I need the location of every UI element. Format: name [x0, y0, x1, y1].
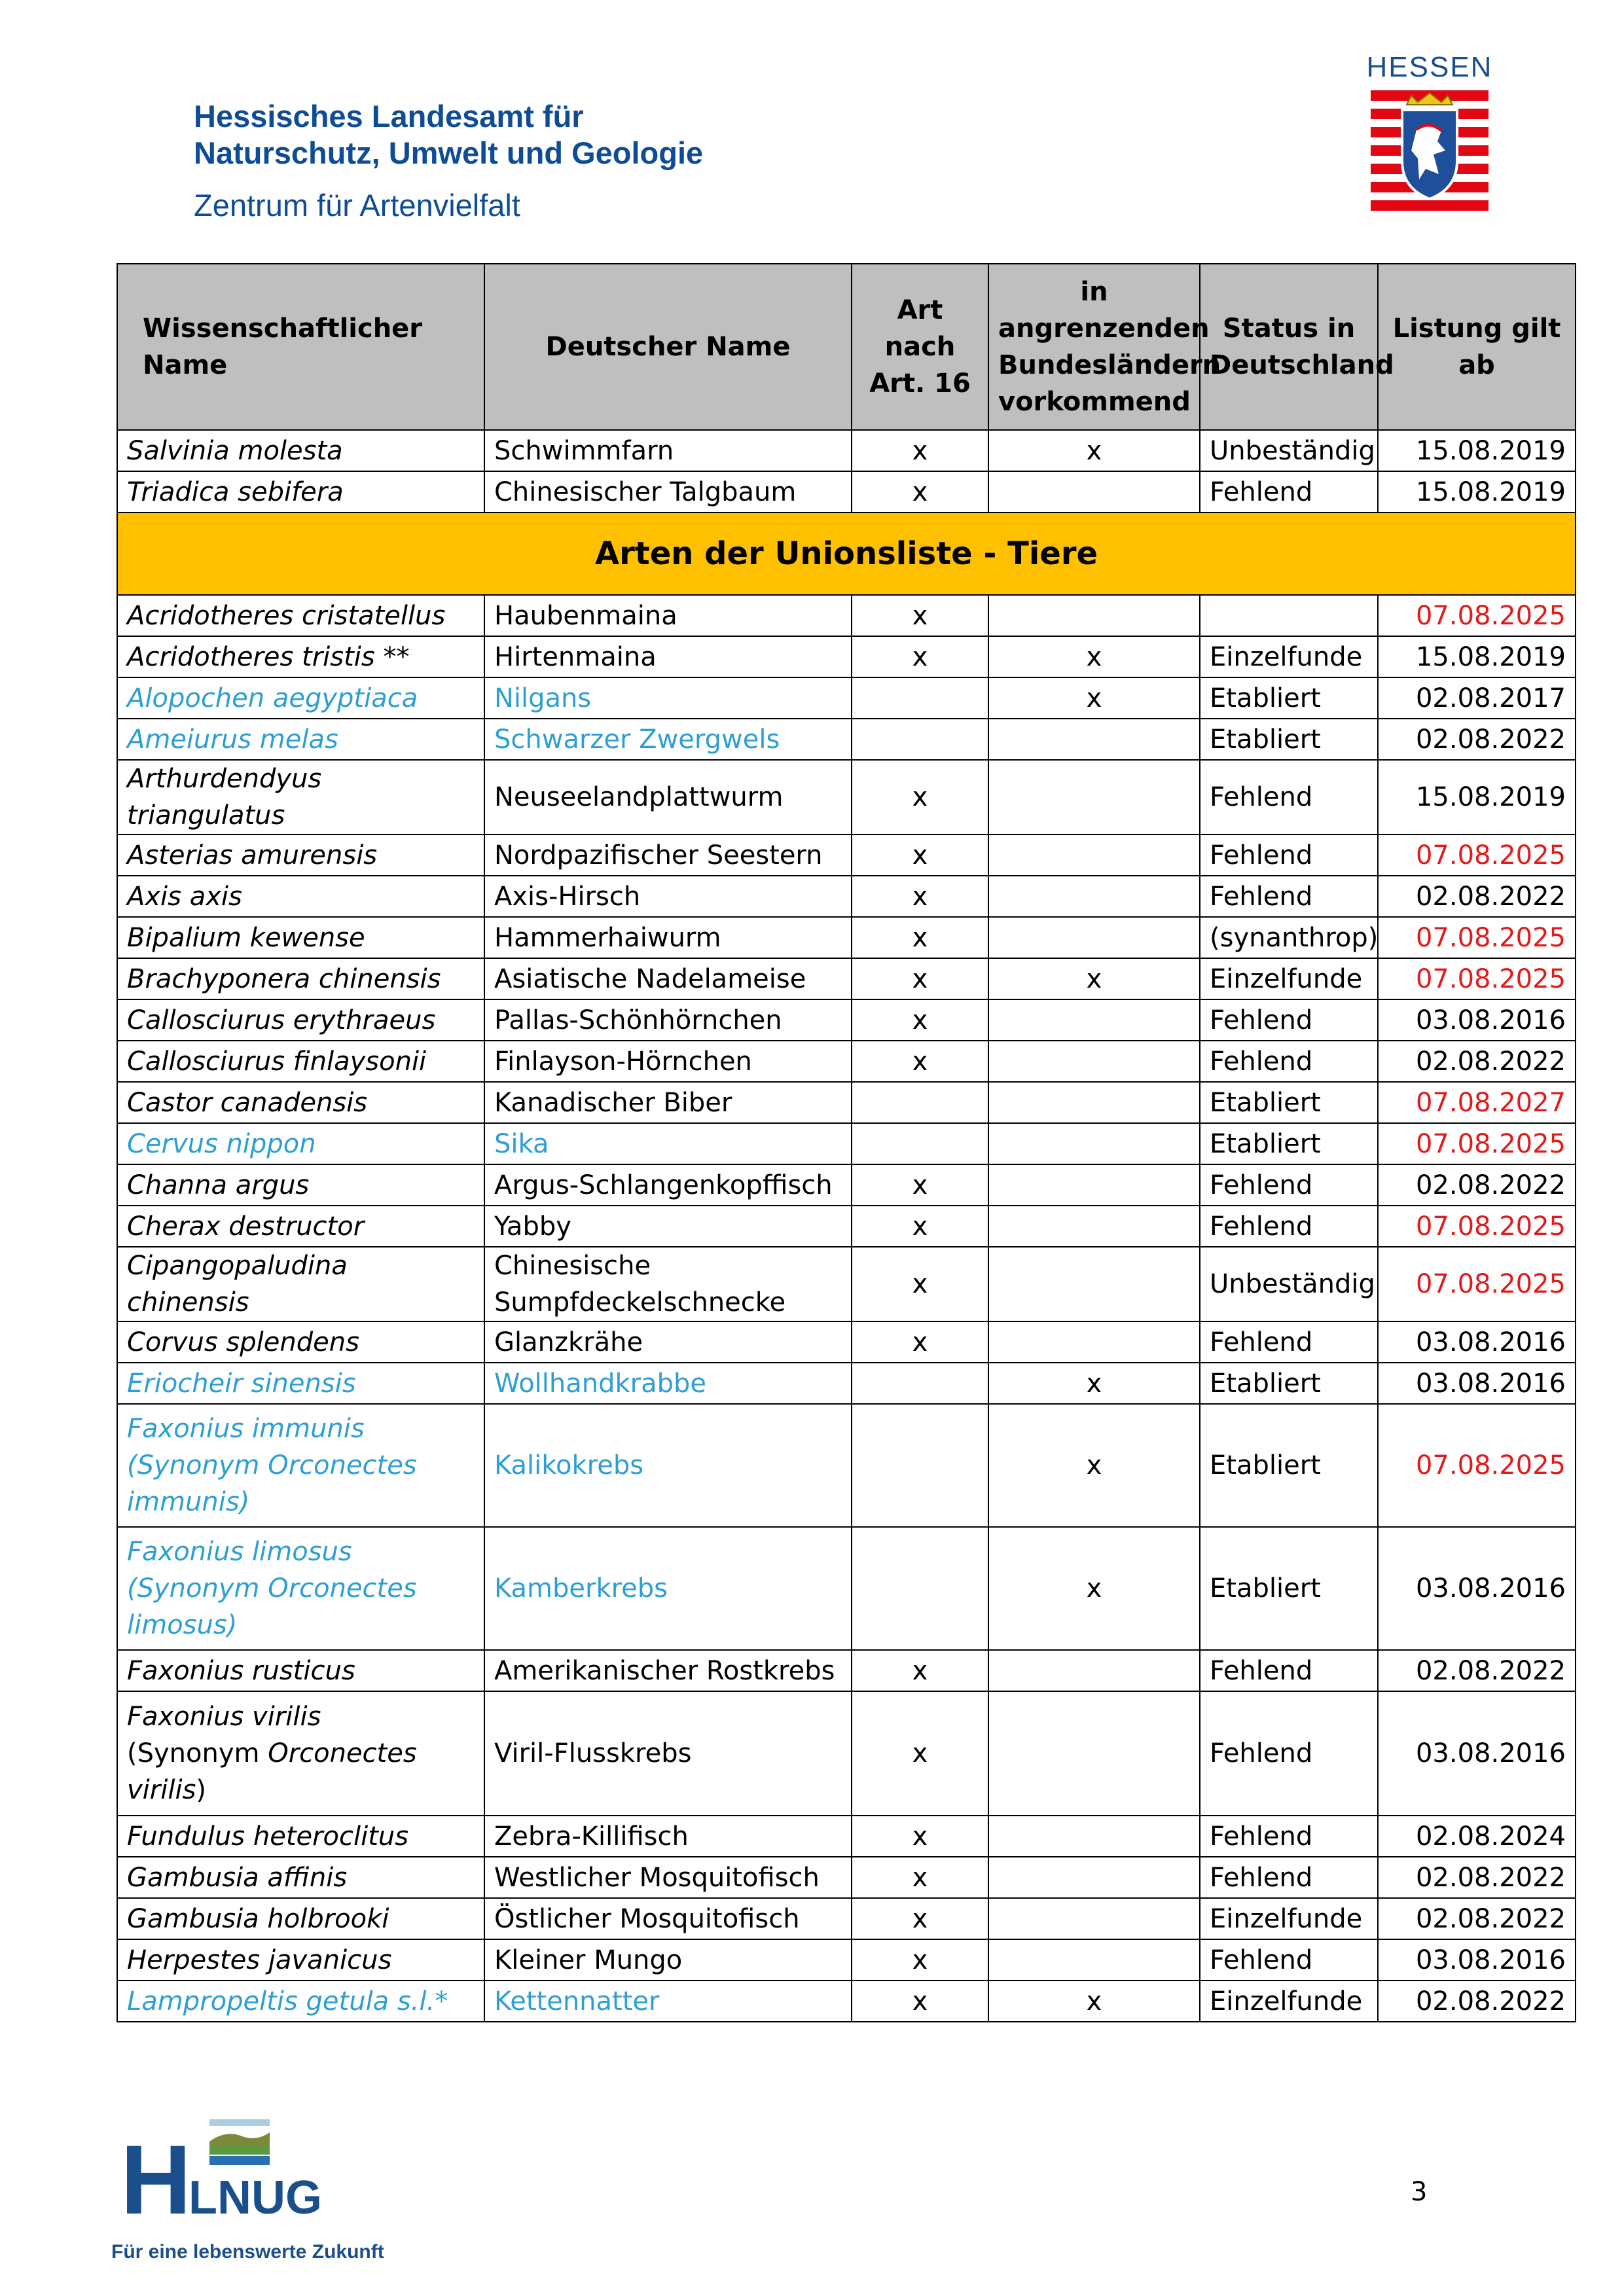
table-row [117, 595, 1576, 636]
cell-art16: x [852, 834, 988, 876]
cell-status: Fehlend [1200, 1816, 1378, 1857]
synonym-prefix: (Synonym [127, 1573, 268, 1604]
scientific-name: Salvinia molesta [127, 435, 343, 466]
cell-scientific-name [117, 1816, 484, 1857]
cell-german-name: Pallas-Schönhörnchen [484, 999, 852, 1041]
cell-scientific-name [117, 834, 484, 876]
table-row [117, 1527, 1576, 1650]
cell-german-name: Westlicher Mosquitofisch [484, 1857, 852, 1898]
cell-german-name: Nilgans [484, 677, 852, 719]
table-row [117, 834, 1576, 876]
cell-listing-date: 03.08.2016 [1378, 1363, 1576, 1404]
cell-neighbor-states [988, 1857, 1200, 1898]
cell-neighbor-states [988, 1321, 1200, 1363]
table-row [117, 471, 1576, 512]
hessen-crest [1364, 51, 1495, 215]
cell-german-name: Schwimmfarn [484, 430, 852, 471]
section-title: Arten der Unionsliste - Tiere [117, 512, 1576, 595]
table-row [117, 1041, 1576, 1082]
scientific-name: Callosciurus erythraeus [127, 1005, 436, 1035]
cell-german-name: Axis-Hirsch [484, 876, 852, 917]
cell-listing-date: 07.08.2025 [1378, 595, 1576, 636]
table-row [117, 760, 1576, 834]
cell-neighbor-states [988, 917, 1200, 958]
scientific-name: Castor canadensis [127, 1087, 368, 1118]
cell-german-name: Viril-Flusskrebs [484, 1691, 852, 1816]
cell-status: Etabliert [1200, 1404, 1378, 1527]
synonym-prefix: (Synonym [127, 1450, 268, 1480]
table-row [117, 1247, 1576, 1321]
cell-listing-date: 02.08.2022 [1378, 876, 1576, 917]
table-row [117, 1650, 1576, 1691]
cell-neighbor-states [988, 595, 1200, 636]
cell-scientific-name [117, 1939, 484, 1981]
cell-status: Fehlend [1200, 834, 1378, 876]
cell-german-name: Chinesische Sumpfdeckelschnecke [484, 1247, 852, 1321]
cell-scientific-name [117, 876, 484, 917]
table-row [117, 876, 1576, 917]
cell-art16: x [852, 876, 988, 917]
cell-art16: x [852, 636, 988, 677]
table-row [117, 1404, 1576, 1527]
cell-neighbor-states: x [988, 958, 1200, 999]
cell-german-name: Kettennatter [484, 1981, 852, 2022]
cell-scientific-name [117, 1650, 484, 1691]
cell-art16: x [852, 760, 988, 834]
scientific-name: Herpestes javanicus [127, 1945, 392, 1975]
cell-status: Fehlend [1200, 1321, 1378, 1363]
cell-art16: x [852, 595, 988, 636]
org-header [194, 98, 703, 224]
cell-scientific-name [117, 471, 484, 512]
cell-scientific-name [117, 595, 484, 636]
cell-neighbor-states [988, 1164, 1200, 1206]
col-header-status: Status in Deutschland [1200, 264, 1378, 430]
cell-art16: x [852, 1691, 988, 1816]
cell-listing-date: 02.08.2022 [1378, 1164, 1576, 1206]
cell-german-name: Hammerhaiwurm [484, 917, 852, 958]
cell-art16: x [852, 1898, 988, 1939]
scientific-name: Eriocheir sinensis [127, 1368, 356, 1399]
cell-art16: x [852, 1981, 988, 2022]
cell-german-name: Asiatische Nadelameise [484, 958, 852, 999]
cell-status: Fehlend [1200, 1691, 1378, 1816]
col-header-scientific-name: Wissenschaftlicher Name [117, 264, 484, 430]
footer-tagline: Für eine lebenswerte Zukunft [111, 2241, 384, 2263]
cell-status: Fehlend [1200, 1857, 1378, 1898]
cell-listing-date: 15.08.2019 [1378, 636, 1576, 677]
table-header-row [117, 264, 1576, 430]
cell-listing-date: 15.08.2019 [1378, 471, 1576, 512]
cell-neighbor-states: x [988, 1404, 1200, 1527]
cell-neighbor-states: x [988, 636, 1200, 677]
cell-german-name: Amerikanischer Rostkrebs [484, 1650, 852, 1691]
cell-art16 [852, 719, 988, 760]
synonym-suffix: ) [196, 1775, 207, 1805]
scientific-name-footnote: * [435, 1986, 448, 2017]
cell-neighbor-states [988, 1939, 1200, 1981]
scientific-name: Faxonius immunis [127, 1414, 365, 1444]
cell-neighbor-states [988, 1691, 1200, 1816]
cell-scientific-name [117, 1981, 484, 2022]
cell-german-name: Zebra-Killifisch [484, 1816, 852, 1857]
cell-art16: x [852, 1939, 988, 1981]
cell-art16: x [852, 999, 988, 1041]
cell-listing-date: 03.08.2016 [1378, 1527, 1576, 1650]
table-row [117, 677, 1576, 719]
cell-scientific-name [117, 1041, 484, 1082]
cell-status: Etabliert [1200, 1363, 1378, 1404]
cell-listing-date: 02.08.2017 [1378, 677, 1576, 719]
hlnug-logo [111, 2115, 384, 2272]
cell-scientific-name [117, 719, 484, 760]
cell-art16: x [852, 1816, 988, 1857]
cell-listing-date: 02.08.2022 [1378, 1041, 1576, 1082]
scientific-name: Triadica sebifera [127, 476, 344, 507]
cell-listing-date: 15.08.2019 [1378, 430, 1576, 471]
table-row [117, 1321, 1576, 1363]
table-row [117, 636, 1576, 677]
scientific-name: Callosciurus finlaysonii [127, 1046, 427, 1077]
cell-neighbor-states [988, 1123, 1200, 1164]
table-row [117, 1857, 1576, 1898]
cell-neighbor-states [988, 760, 1200, 834]
cell-german-name: Yabby [484, 1206, 852, 1247]
cell-scientific-name [117, 760, 484, 834]
cell-listing-date: 03.08.2016 [1378, 1321, 1576, 1363]
scientific-name: Acridotheres cristatellus [127, 600, 446, 631]
synonym-suffix: ) [239, 1487, 250, 1517]
cell-neighbor-states: x [988, 1981, 1200, 2022]
cell-art16 [852, 1363, 988, 1404]
cell-listing-date: 07.08.2025 [1378, 1123, 1576, 1164]
scientific-name: Gambusia holbrooki [127, 1903, 389, 1934]
cell-german-name: Chinesischer Talgbaum [484, 471, 852, 512]
cell-listing-date: 07.08.2025 [1378, 1404, 1576, 1527]
cell-neighbor-states [988, 1898, 1200, 1939]
cell-art16: x [852, 430, 988, 471]
cell-status: Unbeständig [1200, 1247, 1378, 1321]
cell-neighbor-states [988, 1816, 1200, 1857]
scientific-name: Arthurdendyus triangulatus [127, 764, 322, 831]
cell-scientific-name [117, 1321, 484, 1363]
scientific-name: Alopochen aegyptiaca [127, 683, 418, 713]
cell-status [1200, 595, 1378, 636]
cell-art16: x [852, 958, 988, 999]
cell-status: Einzelfunde [1200, 1981, 1378, 2022]
section-row [117, 512, 1576, 595]
synonym-suffix: ) [226, 1610, 238, 1640]
page-number: 3 [1411, 2177, 1428, 2207]
svg-text:H: H [120, 2125, 192, 2234]
cell-art16: x [852, 1857, 988, 1898]
cell-status: Etabliert [1200, 677, 1378, 719]
cell-scientific-name [117, 677, 484, 719]
scientific-name: Fundulus heteroclitus [127, 1821, 409, 1852]
cell-status: Etabliert [1200, 1082, 1378, 1123]
cell-listing-date: 07.08.2025 [1378, 958, 1576, 999]
cell-listing-date: 02.08.2022 [1378, 719, 1576, 760]
cell-scientific-name [117, 430, 484, 471]
cell-listing-date: 07.08.2025 [1378, 917, 1576, 958]
cell-german-name: Sika [484, 1123, 852, 1164]
scientific-name: Faxonius rusticus [127, 1655, 355, 1686]
table-row [117, 917, 1576, 958]
cell-scientific-name [117, 1363, 484, 1404]
cell-status: Einzelfunde [1200, 1898, 1378, 1939]
table-row [117, 1164, 1576, 1206]
cell-listing-date: 07.08.2027 [1378, 1082, 1576, 1123]
cell-neighbor-states [988, 1041, 1200, 1082]
scientific-name: Acridotheres tristis [127, 641, 375, 672]
cell-art16: x [852, 917, 988, 958]
cell-art16 [852, 677, 988, 719]
col-header-german-name: Deutscher Name [484, 264, 852, 430]
synonym-name: Orconectes limosus [127, 1573, 417, 1640]
cell-listing-date: 02.08.2022 [1378, 1857, 1576, 1898]
scientific-name: Brachyponera chinensis [127, 963, 441, 994]
cell-art16: x [852, 1650, 988, 1691]
hessen-lion-icon [1371, 90, 1489, 215]
cell-status: Einzelfunde [1200, 958, 1378, 999]
cell-status: Fehlend [1200, 1206, 1378, 1247]
table-row [117, 1206, 1576, 1247]
cell-listing-date: 03.08.2016 [1378, 999, 1576, 1041]
cell-german-name: Argus-Schlangenkopffisch [484, 1164, 852, 1206]
hlnug-logo-mark-icon [111, 2115, 321, 2240]
cell-german-name: Nordpazifischer Seestern [484, 834, 852, 876]
scientific-name: Cherax destructor [127, 1211, 365, 1242]
cell-art16: x [852, 1247, 988, 1321]
cell-scientific-name [117, 636, 484, 677]
cell-neighbor-states: x [988, 430, 1200, 471]
cell-status: Fehlend [1200, 760, 1378, 834]
col-header-neighbor-states: in angrenzenden Bundesländern vorkommend [988, 264, 1200, 430]
cell-scientific-name [117, 1404, 484, 1527]
cell-status: Fehlend [1200, 1041, 1378, 1082]
table-row [117, 1898, 1576, 1939]
cell-german-name: Glanzkrähe [484, 1321, 852, 1363]
org-name-line1: Hessisches Landesamt für [194, 99, 584, 134]
cell-art16: x [852, 1206, 988, 1247]
cell-neighbor-states [988, 999, 1200, 1041]
svg-text:LNUG: LNUG [189, 2172, 321, 2224]
cell-scientific-name [117, 1247, 484, 1321]
cell-german-name: Kleiner Mungo [484, 1939, 852, 1981]
cell-status: Fehlend [1200, 1164, 1378, 1206]
scientific-name: Axis axis [127, 881, 242, 912]
scientific-name: Cervus nippon [127, 1128, 316, 1159]
table-row [117, 719, 1576, 760]
cell-neighbor-states [988, 471, 1200, 512]
cell-status: Fehlend [1200, 471, 1378, 512]
cell-neighbor-states [988, 876, 1200, 917]
cell-art16: x [852, 1164, 988, 1206]
cell-german-name: Kalikokrebs [484, 1404, 852, 1527]
cell-status: Etabliert [1200, 1123, 1378, 1164]
scientific-name: Ameiurus melas [127, 724, 338, 755]
cell-german-name: Haubenmaina [484, 595, 852, 636]
cell-german-name: Schwarzer Zwergwels [484, 719, 852, 760]
cell-art16 [852, 1123, 988, 1164]
cell-status: (synanthrop) [1200, 917, 1378, 958]
crest-word: HESSEN [1366, 51, 1493, 83]
table-row [117, 1816, 1576, 1857]
cell-status: Einzelfunde [1200, 636, 1378, 677]
scientific-name: Faxonius virilis [127, 1702, 321, 1732]
cell-scientific-name [117, 1082, 484, 1123]
cell-status: Fehlend [1200, 876, 1378, 917]
cell-art16 [852, 1082, 988, 1123]
table-row [117, 1691, 1576, 1816]
cell-scientific-name [117, 917, 484, 958]
cell-status: Unbeständig [1200, 430, 1378, 471]
cell-art16: x [852, 471, 988, 512]
scientific-name: Cipangopaludina chinensis [127, 1251, 348, 1318]
scientific-name: Corvus splendens [127, 1327, 359, 1357]
cell-listing-date: 03.08.2016 [1378, 1691, 1576, 1816]
org-name-line2: Naturschutz, Umwelt und Geologie [194, 135, 704, 170]
cell-art16 [852, 1527, 988, 1650]
scientific-name: Channa argus [127, 1170, 310, 1200]
synonym-prefix: (Synonym [127, 1738, 268, 1768]
cell-neighbor-states [988, 1247, 1200, 1321]
synonym-name: Orconectes virilis [127, 1738, 417, 1805]
cell-scientific-name [117, 1898, 484, 1939]
table-row [117, 1123, 1576, 1164]
cell-listing-date: 07.08.2025 [1378, 1247, 1576, 1321]
cell-listing-date: 15.08.2019 [1378, 760, 1576, 834]
cell-art16: x [852, 1321, 988, 1363]
table-row [117, 1363, 1576, 1404]
cell-status: Etabliert [1200, 719, 1378, 760]
table-row [117, 999, 1576, 1041]
scientific-name: Gambusia affinis [127, 1862, 348, 1893]
cell-scientific-name [117, 999, 484, 1041]
cell-german-name: Kanadischer Biber [484, 1082, 852, 1123]
cell-listing-date: 03.08.2016 [1378, 1939, 1576, 1981]
cell-german-name: Neuseelandplattwurm [484, 760, 852, 834]
cell-german-name: Wollhandkrabbe [484, 1363, 852, 1404]
table-row [117, 1981, 1576, 2022]
scientific-name-qualifier: s.l. [389, 1986, 435, 2017]
scientific-name: Asterias amurensis [127, 840, 378, 870]
species-table [117, 263, 1576, 2022]
cell-scientific-name [117, 1206, 484, 1247]
cell-scientific-name [117, 1527, 484, 1650]
cell-neighbor-states [988, 1206, 1200, 1247]
cell-listing-date: 02.08.2022 [1378, 1981, 1576, 2022]
scientific-name-footnote: ** [374, 641, 410, 672]
cell-neighbor-states [988, 1082, 1200, 1123]
cell-neighbor-states: x [988, 677, 1200, 719]
scientific-name: Faxonius limosus [127, 1537, 352, 1567]
cell-scientific-name [117, 958, 484, 999]
scientific-name: Bipalium kewense [127, 922, 365, 953]
org-subtitle: Zentrum für Artenvielfalt [194, 188, 520, 223]
cell-listing-date: 02.08.2024 [1378, 1816, 1576, 1857]
cell-scientific-name [117, 1123, 484, 1164]
table-row [117, 1939, 1576, 1981]
cell-listing-date: 07.08.2025 [1378, 834, 1576, 876]
cell-neighbor-states [988, 719, 1200, 760]
cell-art16 [852, 1404, 988, 1527]
cell-german-name: Östlicher Mosquitofisch [484, 1898, 852, 1939]
cell-status: Etabliert [1200, 1527, 1378, 1650]
synonym-name: Orconectes immunis [127, 1450, 417, 1517]
cell-listing-date: 07.08.2025 [1378, 1206, 1576, 1247]
cell-scientific-name [117, 1691, 484, 1816]
cell-status: Fehlend [1200, 999, 1378, 1041]
table-row [117, 430, 1576, 471]
col-header-listing-date: Listung gilt ab [1378, 264, 1576, 430]
cell-scientific-name [117, 1857, 484, 1898]
col-header-art16: Art nach Art. 16 [852, 264, 988, 430]
cell-neighbor-states [988, 834, 1200, 876]
scientific-name: Lampropeltis getula [127, 1986, 389, 2017]
table-row [117, 1082, 1576, 1123]
cell-scientific-name [117, 1164, 484, 1206]
cell-neighbor-states [988, 1650, 1200, 1691]
cell-status: Fehlend [1200, 1939, 1378, 1981]
table-row [117, 958, 1576, 999]
cell-neighbor-states: x [988, 1363, 1200, 1404]
cell-german-name: Finlayson-Hörnchen [484, 1041, 852, 1082]
cell-german-name: Hirtenmaina [484, 636, 852, 677]
cell-art16: x [852, 1041, 988, 1082]
cell-status: Fehlend [1200, 1650, 1378, 1691]
cell-listing-date: 02.08.2022 [1378, 1650, 1576, 1691]
cell-german-name: Kamberkrebs [484, 1527, 852, 1650]
cell-neighbor-states: x [988, 1527, 1200, 1650]
cell-listing-date: 02.08.2022 [1378, 1898, 1576, 1939]
